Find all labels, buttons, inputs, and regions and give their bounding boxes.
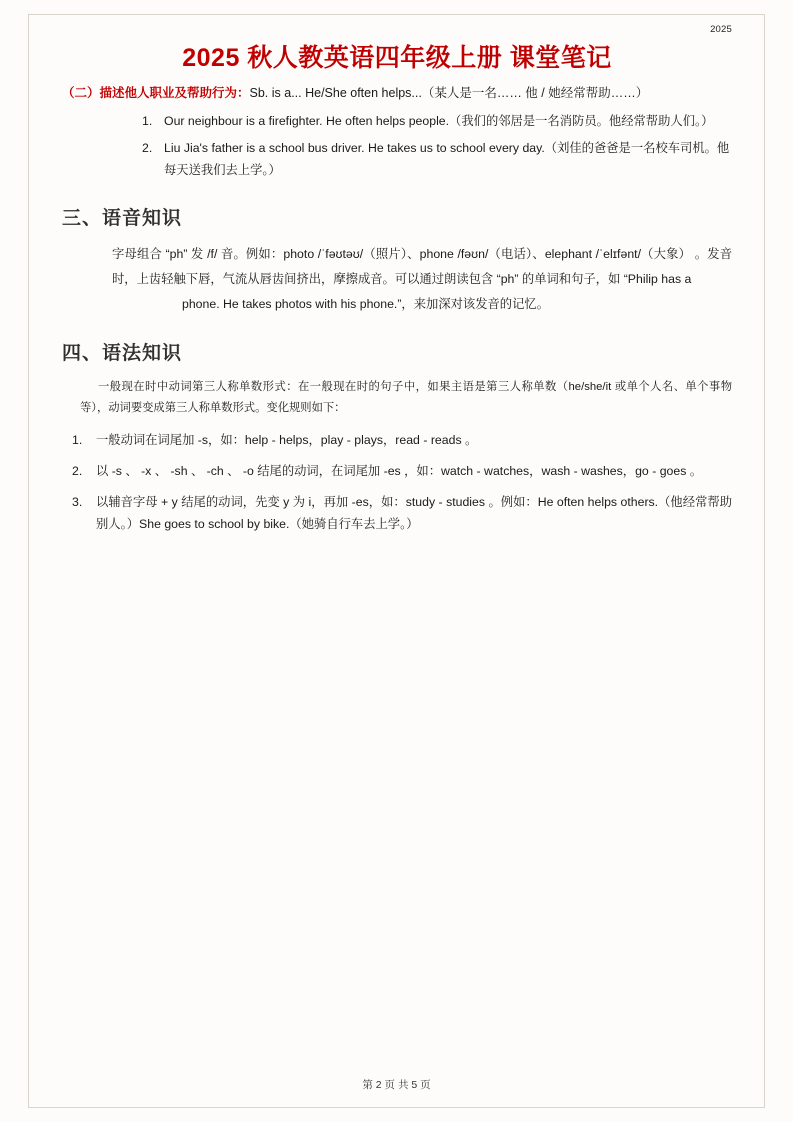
list-item-number: 1.	[72, 432, 83, 447]
section-two-lead-red: （二）描述他人职业及帮助行为：	[62, 86, 250, 100]
phonics-line-2: phone. He takes photos with his phone.”，来加深对该发音的记忆。	[182, 296, 549, 311]
section-two-examples	[62, 111, 732, 182]
section-heading-three: 三、语音知识	[62, 208, 183, 230]
list-item-number: 3.	[72, 495, 83, 510]
section-two-lead	[62, 83, 732, 105]
list-item-text: 以辅音字母 + y 结尾的动词，先变 y 为 i，再加 -es，如：study - studies 。例如：He often helps others.（他经常帮助别人。）She goes to school by bike.（她骑自行车去上学。）	[96, 495, 732, 532]
list-item-text: 以 -s 、 -x 、 -sh 、 -ch 、 -o 结尾的动词，在词尾加 -es ，如：watch - watches，wash - washes，go - goes 。	[96, 464, 703, 479]
grammar-rules	[62, 429, 732, 536]
grammar-intro	[62, 377, 732, 419]
list-item-number: 2.	[72, 464, 83, 479]
grammar-intro-text: 一般现在时中动词第三人称单数形式：在一般现在时的句子中，如果主语是第三人称单数（he/she/it 或单个人名、单个事物等），动词要变成第三人称单数形式。变化规则如下：	[80, 381, 732, 415]
list-item-number: 1.	[142, 113, 153, 128]
phonics-line-1: 字母组合 “ph” 发 /f/ 音。例如：photo /ˈfəʊtəʊ/（照片）、phone /fəʊn/（电话）、elephant /ˈelɪfənt/（大象） 。发音时，上齿轻触下唇，气流从唇齿间挤出，摩擦成音。可以通过朗读包含 “ph” 的单词和句子，如 “Philip has a	[112, 247, 732, 287]
page-title: 2025 秋人教英语四年级上册 课堂笔记	[182, 44, 612, 72]
phonics-paragraph	[62, 242, 732, 316]
header-date: 2025	[710, 24, 732, 35]
list-item	[62, 429, 732, 451]
list-item-text: Liu Jia's father is a school bus driver. He takes us to school every day.（刘佳的爸爸是一名校车司机。他每天送我们去上学。）	[164, 141, 730, 177]
page-footer: 第 2 页 共 5 页	[362, 1079, 431, 1091]
list-item	[62, 111, 732, 133]
section-two-lead-rest: Sb. is a... He/She often helps...（某人是一名…… 他 / 她经常帮助……）	[249, 86, 649, 100]
list-item	[62, 491, 732, 535]
list-item-number: 2.	[142, 141, 153, 156]
list-item	[62, 460, 732, 482]
section-heading-four: 四、语法知识	[62, 343, 183, 365]
list-item-text: 一般动词在词尾加 -s，如：help - helps，play - plays，read - reads 。	[96, 432, 478, 447]
list-item	[62, 138, 732, 181]
list-item-text: Our neighbour is a firefighter. He often helps people.（我们的邻居是一名消防员。他经常帮助人们。）	[164, 113, 714, 128]
page-content	[62, 24, 732, 544]
